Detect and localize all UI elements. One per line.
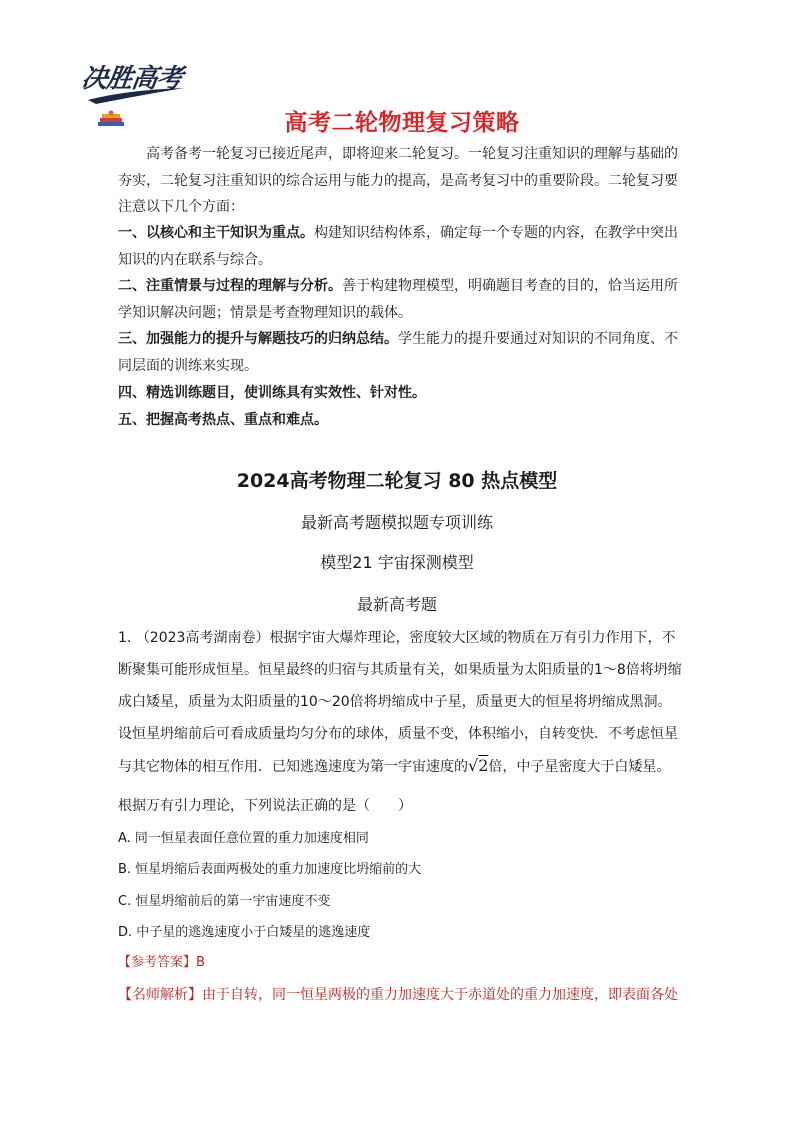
- point-4-heading: 四、精选训练题目，使训练具有实效性、针对性。: [118, 385, 426, 401]
- point-5-heading: 五、把握高考热点、重点和难点。: [118, 412, 328, 428]
- option-d: D. 中子星的逃逸速度小于白矮星的逃逸速度: [118, 925, 371, 940]
- option-b: B. 恒星坍缩后表面两极处的重力加速度比坍缩前的大: [118, 862, 422, 877]
- analysis-line: [118, 984, 688, 1004]
- analysis-text: 由于自转，同一恒星两极的重力加速度大于赤道处的重力加速度，即表面各处: [202, 987, 678, 1003]
- question-source: （2023高考湖南卷）: [135, 630, 270, 646]
- answer-label: 【参考答案】: [118, 955, 197, 970]
- point-2-text: 善于构建物理模型，明确题目考查的目的，恰当运用所学知识解决问题；情景是考查物理知识的载体。: [118, 278, 678, 321]
- sqrt-value: 2: [478, 756, 489, 775]
- point-5: [118, 407, 678, 434]
- point-1: [118, 220, 678, 273]
- main-title: 2024高考物理二轮复习 80 热点模型: [236, 470, 558, 492]
- answer-value: B: [196, 955, 205, 970]
- point-3-heading: 三、加强能力的提升与解题技巧的归纳总结。: [118, 331, 398, 347]
- subtitle-latest: 最新高考题: [356, 595, 437, 614]
- logo-swoosh-icon: [86, 86, 186, 106]
- question-stem-part1: 根据宇宙大爆炸理论，密度较大区域的物质在万有引力作用下，不断聚集可能形成恒星。恒星最终的归宿与其质量有关，如果质量为太阳质量的1～8倍将坍缩成白矮星，质量为太阳质量的10～20倍将坍缩成中子星，质量更大的恒星将坍缩成黑洞。设恒星坍缩前后可看成质量均匀分布的球体，质量不变，体积缩小，自转变快．不考虑恒星与其它物体的相互作用．已知逃逸速度为第一宇宙速度的: [118, 630, 682, 775]
- point-3: [118, 326, 678, 379]
- question-number: 1.: [118, 630, 132, 646]
- point-1-heading: 一、以核心和主干知识为重点。: [118, 225, 314, 241]
- intro-paragraph: 高考备考一轮复习已接近尾声，即将迎来二轮复习。一轮复习注重知识的理解与基础的夯实，二轮复习注重知识的综合运用与能力的提高，是高考复习中的重要阶段。二轮复习要注意以下几个方面：: [118, 146, 678, 215]
- point-3-text: 学生能力的提升要通过对知识的不同角度、不同层面的训练来实现。: [118, 331, 678, 374]
- point-2-heading: 二、注重情景与过程的理解与分析。: [118, 278, 342, 294]
- point-4: [118, 380, 678, 407]
- option-c: C. 恒星坍缩前后的第一宇宙速度不变: [118, 894, 331, 909]
- subtitle-model: 模型21 宇宙探测模型: [320, 553, 474, 572]
- sqrt-expression: √2: [468, 756, 489, 775]
- logo-text: 决胜高考: [79, 64, 184, 94]
- question-stem-part2: 倍，中子星密度大于白矮星。: [488, 759, 671, 775]
- strategy-title: 高考二轮物理复习策略: [284, 110, 520, 136]
- option-a: A. 同一恒星表面任意位置的重力加速度相同: [118, 831, 369, 846]
- question-prompt: 根据万有引力理论，下列说法正确的是（ ）: [118, 798, 412, 814]
- question-stem: [118, 622, 684, 783]
- point-2: [118, 273, 678, 326]
- analysis-label: 【名师解析】: [118, 987, 202, 1003]
- answer-line: [118, 951, 205, 970]
- point-1-text: 构建知识结构体系，确定每一个专题的内容，在教学中突出知识的内在联系与综合。: [118, 225, 678, 268]
- subtitle-training: 最新高考题模拟题专项训练: [300, 513, 493, 532]
